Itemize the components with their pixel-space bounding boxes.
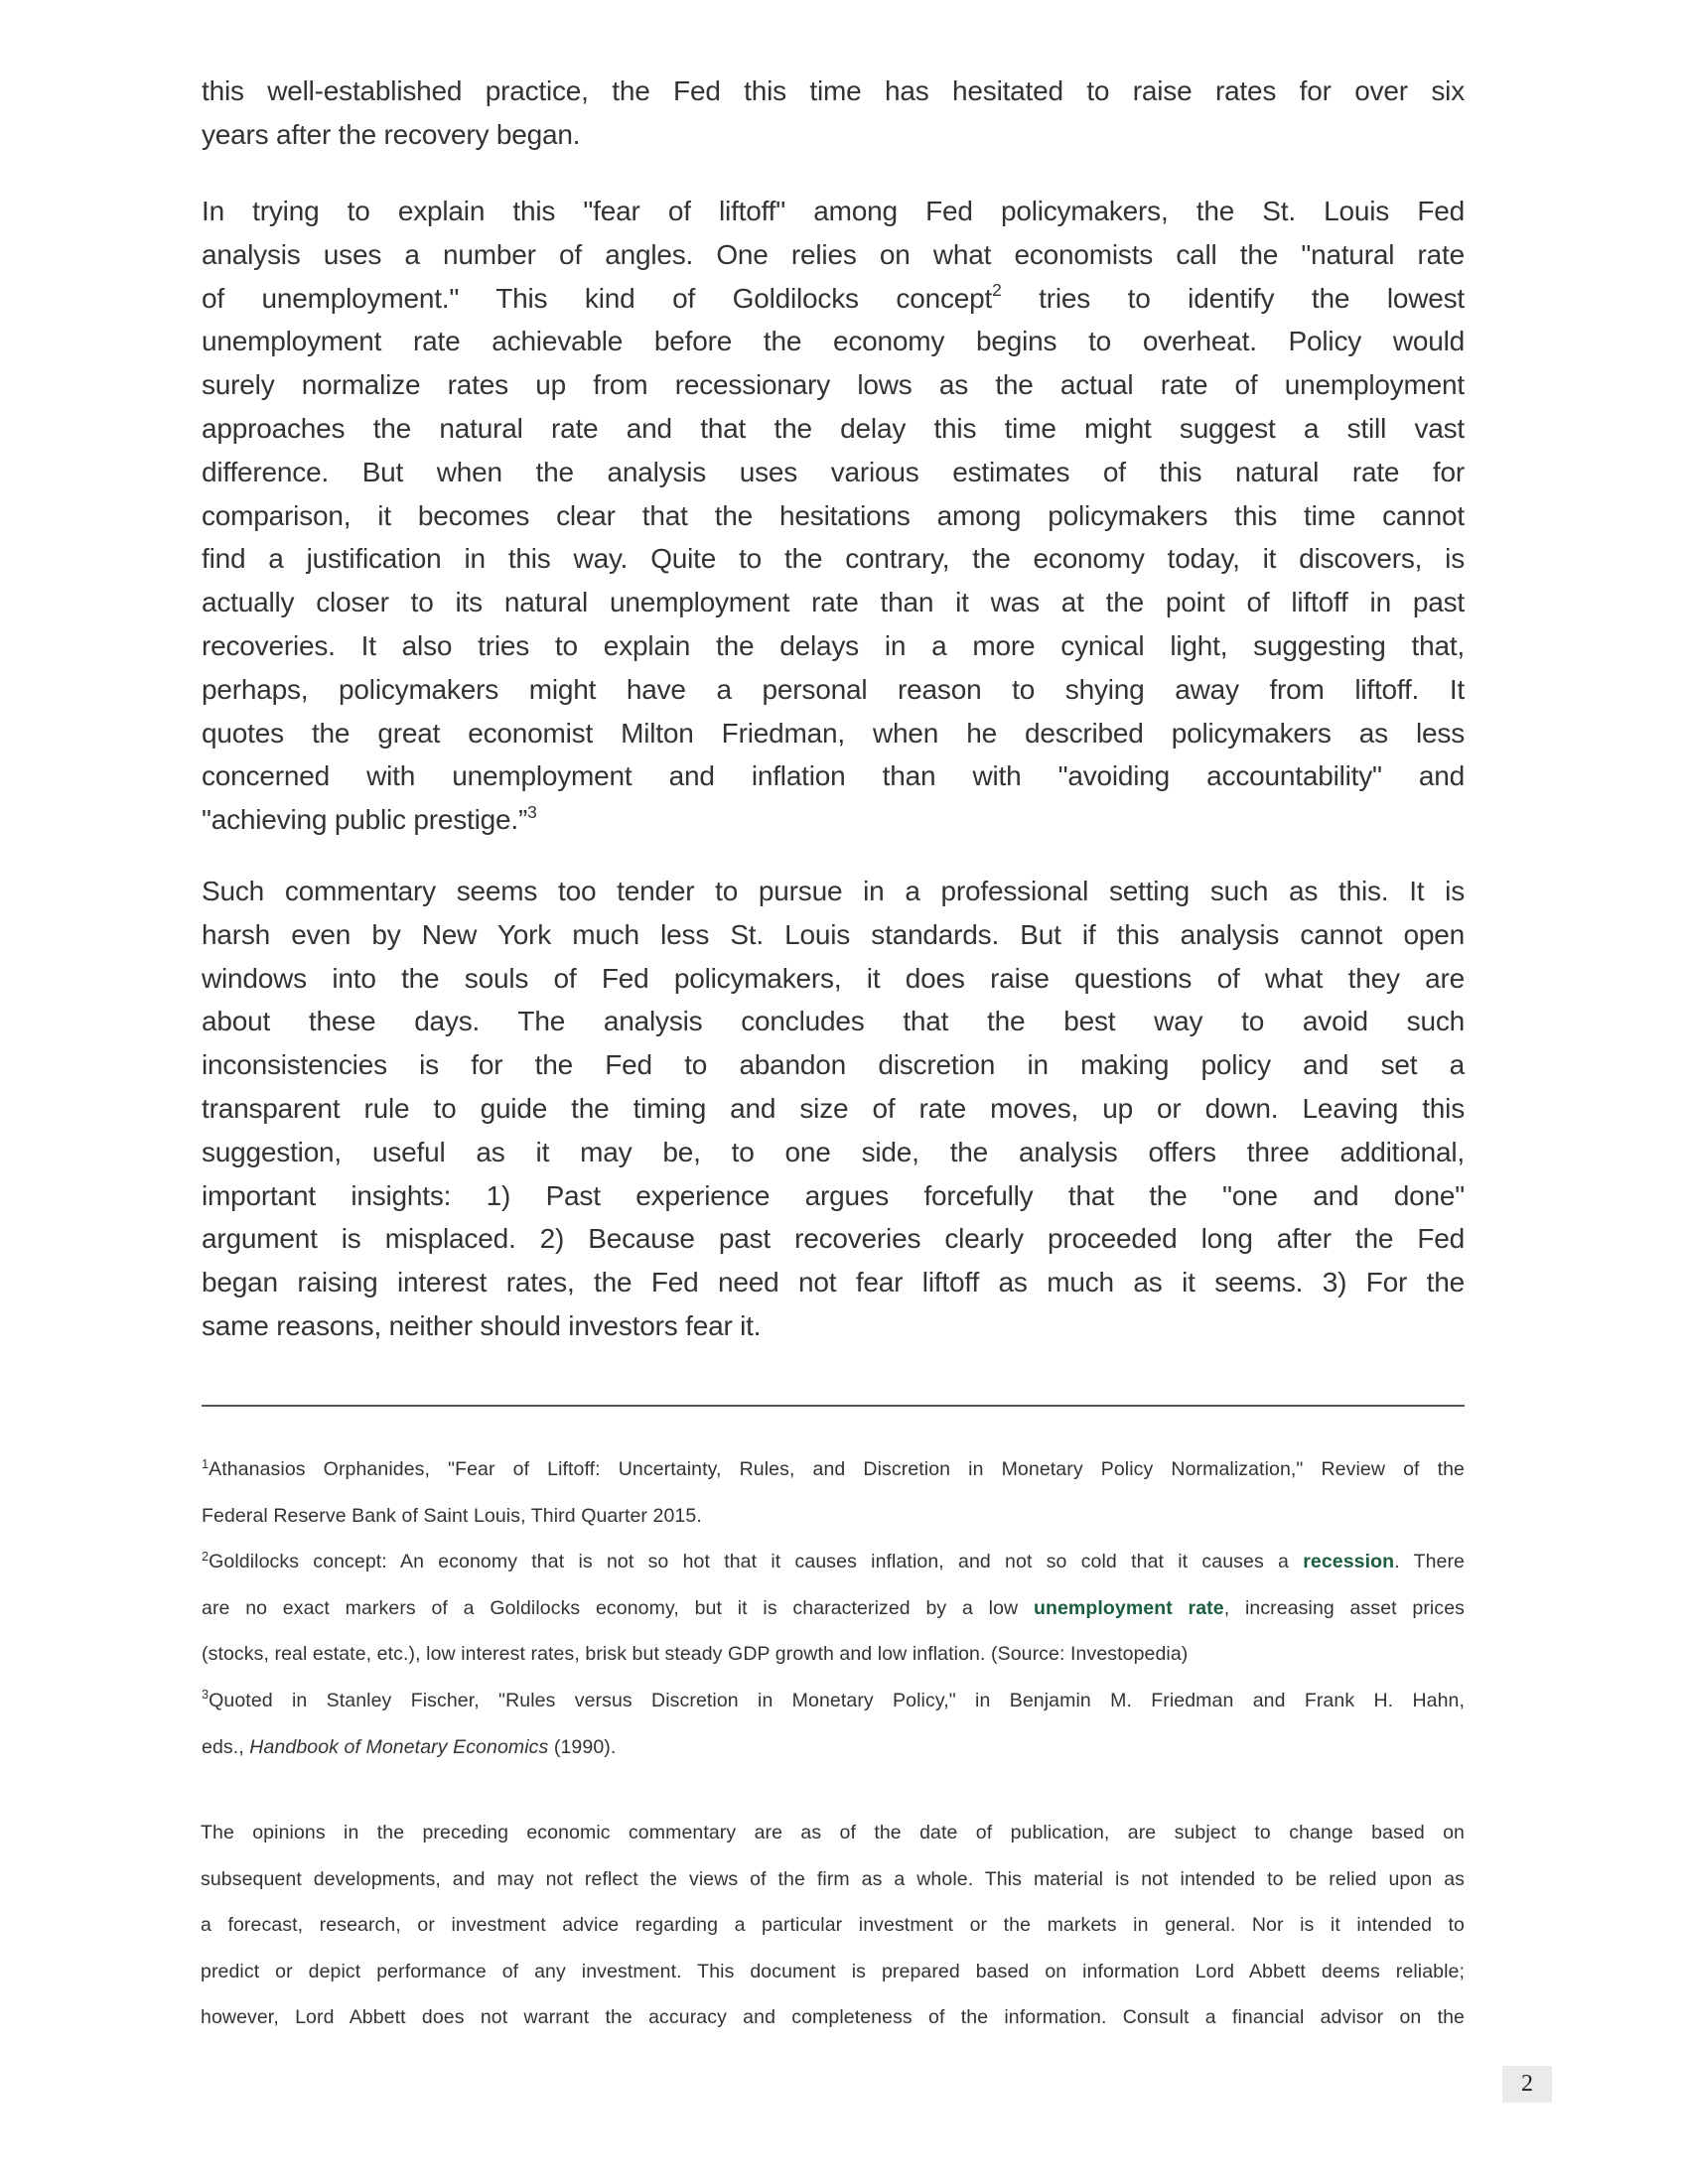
text-segment: of unemployment." This kind of Goldilocks concept	[202, 282, 993, 314]
disclaimer	[201, 1810, 1465, 2041]
page-number: 2	[1502, 2066, 1552, 2103]
text-line: this well-established practice, the Fed this time has hesitated to raise rates for over six	[202, 75, 1465, 106]
text-line: same reasons, neither should investors fear it.	[202, 1309, 762, 1341]
footnote-text: . There	[1394, 1551, 1465, 1573]
footnote-2	[202, 1539, 1465, 1585]
text-line: suggestion, useful as it may be, to one side, the analysis offers three additional,	[202, 1136, 1465, 1167]
footnote-2-cont: (stocks, real estate, etc.), low interest rates, brisk but steady GDP growth and low inflation. (Source: Investopedia)	[202, 1643, 1189, 1666]
text-line: Such commentary seems too tender to pursue in a professional setting such as this. It is	[202, 876, 1465, 906]
footnote-text: (1990).	[548, 1735, 617, 1758]
footnote-text: Athanasios Orphanides, "Fear of Liftoff: Uncertainty, Rules, and Discretion in Monetary Policy Normalization," Review of the	[209, 1458, 1465, 1480]
text-line: quotes the great economist Milton Friedman, when he described policymakers as less	[202, 717, 1465, 749]
text-line: concerned with unemployment and inflation than with "avoiding accountability" and	[202, 760, 1465, 792]
footnote-separator	[202, 1405, 1465, 1407]
text-line: approaches the natural rate and that the delay this time might suggest a still vast	[202, 412, 1465, 444]
text-line: years after the recovery began.	[202, 118, 581, 150]
footnote-1-cont: Federal Reserve Bank of Saint Louis, Third Quarter 2015.	[202, 1504, 702, 1527]
text-line: comparison, it becomes clear that the hesitations among policymakers this time cannot	[202, 499, 1465, 531]
text-line: about these days. The analysis concludes that the best way to avoid such	[202, 1006, 1465, 1037]
book-title: Handbook of Monetary Economics	[249, 1735, 549, 1758]
footnote-number: 2	[202, 1549, 210, 1564]
text-line: harsh even by New York much less St. Louis standards. But if this analysis cannot open	[202, 918, 1465, 950]
text-line: perhaps, policymakers might have a personal reason to shying away from liftoff. It	[202, 673, 1465, 705]
text-line: argument is misplaced. 2) Because past recoveries clearly proceeded long after the Fed	[202, 1223, 1465, 1255]
footnotes	[202, 1446, 1465, 1770]
text-line: windows into the souls of Fed policymakers, it does raise questions of what they are	[202, 962, 1465, 994]
footnote-ref-2[interactable]: 2	[992, 280, 1002, 301]
footnote-number: 1	[202, 1456, 210, 1471]
text-line: inconsistencies is for the Fed to abandon discretion in making policy and set a	[202, 1049, 1465, 1081]
footnote-ref-3[interactable]: 3	[527, 801, 537, 822]
text-line: find a justification in this way. Quite to the contrary, the economy today, it discovers, is	[202, 543, 1465, 575]
paragraph-3	[202, 870, 1465, 1348]
footnote-text: , increasing asset prices	[1223, 1596, 1465, 1619]
text-line: recoveries. It also tries to explain the delays in a more cynical light, suggesting that,	[202, 629, 1465, 661]
text-line: analysis uses a number of angles. One relies on what economists call the "natural rate	[202, 238, 1465, 270]
text-line: In trying to explain this "fear of liftoff" among Fed policymakers, the St. Louis Fed	[202, 196, 1465, 226]
text-line-with-footnote-ref	[202, 798, 1465, 842]
text-line: important insights: 1) Past experience argues forcefully that the "one and done"	[202, 1179, 1465, 1211]
footnote-text: Quoted in Stanley Fischer, "Rules versus Discretion in Monetary Policy," in Benjamin M. Friedman and Frank H. Hahn,	[209, 1689, 1465, 1711]
text-line: unemployment rate achievable before the economy begins to overheat. Policy would	[202, 326, 1465, 357]
footnote-1	[202, 1446, 1465, 1493]
text-line: began raising interest rates, the Fed need not fear liftoff as much as it seems. 3) For the	[202, 1267, 1465, 1298]
text-segment: "achieving public prestige.”	[202, 804, 528, 836]
footnote-2-cont	[202, 1585, 1465, 1632]
text-line: transparent rule to guide the timing and size of rate moves, up or down. Leaving this	[202, 1092, 1465, 1124]
footnote-3	[202, 1678, 1465, 1724]
text-line: difference. But when the analysis uses various estimates of this natural rate for	[202, 456, 1465, 487]
paragraph-2	[202, 190, 1465, 842]
disclaimer-line: however, Lord Abbett does not warrant the accuracy and completeness of the information. Consult a financial advisor on the	[201, 2006, 1465, 2029]
disclaimer-line: predict or depict performance of any investment. This document is prepared based on information Lord Abbett deems reliable;	[201, 1960, 1465, 1982]
disclaimer-line: The opinions in the preceding economic commentary are as of the date of publication, are subject to change based on	[201, 1822, 1465, 1843]
unemployment-rate-link[interactable]: unemployment rate	[1033, 1596, 1224, 1619]
footnote-3-cont	[202, 1724, 1465, 1771]
disclaimer-line: a forecast, research, or investment advice regarding a particular investment or the markets in general. Nor is it intended to	[201, 1914, 1465, 1937]
footnote-text: Goldilocks concept: An economy that is not so hot that it causes inflation, and not so cold that it causes a	[209, 1551, 1304, 1573]
text-segment: tries to identify the lowest	[1001, 282, 1465, 314]
recession-link[interactable]: recession	[1303, 1551, 1395, 1573]
footnote-number: 3	[202, 1688, 210, 1703]
text-line: actually closer to its natural unemployment rate than it was at the point of liftoff in past	[202, 587, 1465, 618]
footnote-text: are no exact markers of a Goldilocks economy, but it is characterized by a low	[202, 1596, 1034, 1619]
paragraph-1	[202, 69, 1465, 157]
footnote-text: eds.,	[202, 1735, 250, 1758]
text-line-with-footnote-ref	[202, 277, 1465, 321]
text-line: surely normalize rates up from recessionary lows as the actual rate of unemployment	[202, 369, 1465, 401]
disclaimer-line: subsequent developments, and may not reflect the views of the firm as a whole. This material is not intended to be relied upon as	[201, 1867, 1465, 1890]
